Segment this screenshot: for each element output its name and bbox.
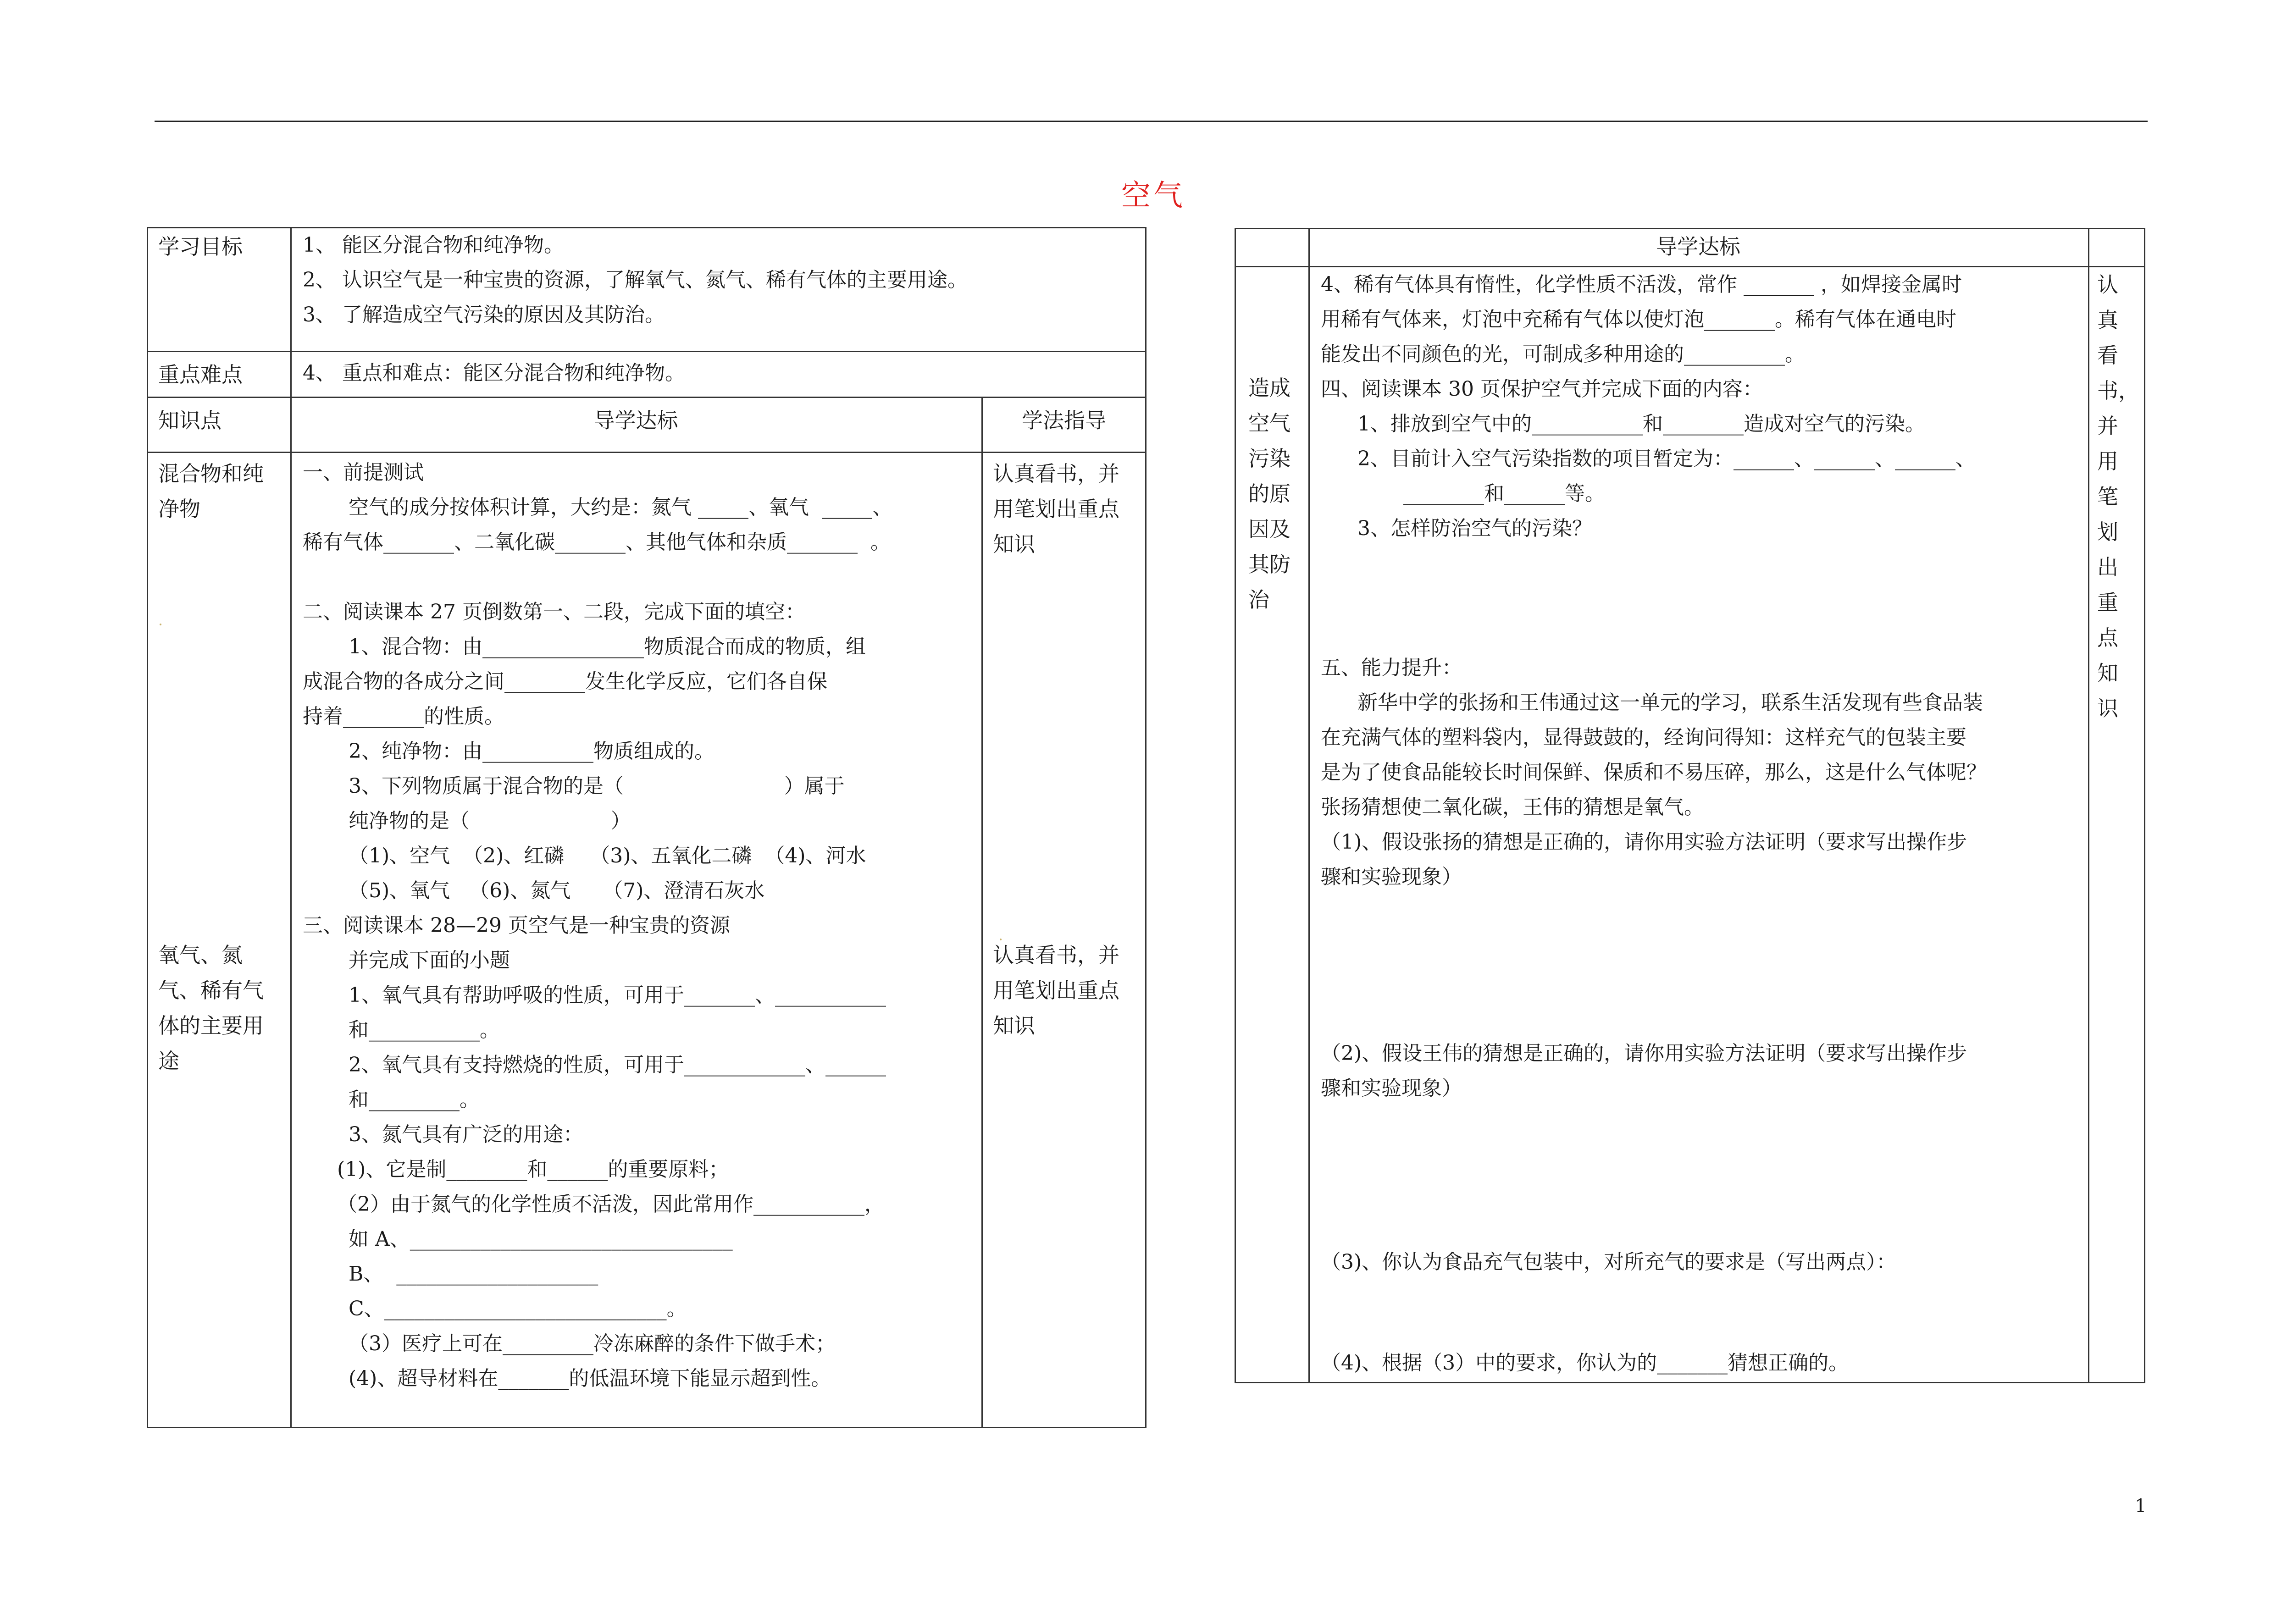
guide-line: （5)、氧气 （6)、氮气 （7)、澄清石灰水 bbox=[349, 879, 765, 902]
guide-line: 五、能力提升： bbox=[1321, 656, 1462, 679]
guide-line: 并完成下面的小题 bbox=[349, 949, 510, 972]
guide-line: 和_________。 bbox=[349, 1088, 480, 1111]
guide-line: 2、纯净物：由___________物质组成的。 bbox=[349, 740, 714, 763]
guide-line: 持着________的性质。 bbox=[303, 705, 504, 728]
page-number: 1 bbox=[2135, 1496, 2147, 1517]
guide-line: （1)、空气 （2)、红磷 （3)、五氧化二磷 （4)、河水 bbox=[349, 844, 866, 867]
guide-line: 3、氮气具有广泛的用途： bbox=[349, 1123, 583, 1146]
right-header: 导学达标 bbox=[1656, 234, 1740, 259]
guide-line: （1)、假设张扬的猜想是正确的，请你用实验方法证明（要求写出操作步 bbox=[1321, 830, 1967, 854]
guide-line: 如 A、________________________________ bbox=[349, 1227, 733, 1251]
guide-line: 用稀有气体来，灯泡中充稀有气体以使灯泡_______。稀有气体在通电时 bbox=[1321, 308, 1956, 331]
topic-gas-uses: 氧气、氮气、稀有气体的主要用途 bbox=[158, 943, 264, 1073]
col-header-guidance: 导学达标 bbox=[593, 408, 678, 433]
goals-label: 学习目标 bbox=[158, 234, 243, 259]
row-divider bbox=[147, 351, 1146, 352]
col-header-method: 学法指导 bbox=[1022, 408, 1106, 433]
speck bbox=[1000, 939, 1002, 940]
guide-line: 在充满气体的塑料袋内，显得鼓鼓的，经询问得知：这样充气的包装主要 bbox=[1321, 726, 1966, 749]
key-label: 重点难点 bbox=[158, 362, 243, 387]
guide-line: 空气的成分按体积计算，大约是：氮气 _____、氧气 _____、 bbox=[349, 496, 892, 519]
guide-line: 四、阅读课本 30 页保护空气并完成下面的内容： bbox=[1321, 377, 1763, 401]
goal-line: 3、 了解造成空气污染的原因及其防治。 bbox=[303, 303, 665, 326]
guide-line: 三、阅读课本 28—29 页空气是一种宝贵的资源 bbox=[303, 914, 730, 937]
guide-line: 1、氧气具有帮助呼吸的性质，可用于_______、___________ bbox=[349, 983, 886, 1007]
guide-line: 稀有气体_______、二氧化碳_______、其他气体和杂质_______ 。 bbox=[303, 530, 891, 554]
method-note: 认真看书，并用笔划出重点知识 bbox=[2097, 272, 2139, 721]
page-title: 空气 bbox=[1121, 179, 1185, 213]
guide-line: 骤和实验现象） bbox=[1321, 865, 1462, 889]
guide-line: （2)、假设王伟的猜想是正确的，请你用实验方法证明（要求写出操作步 bbox=[1321, 1042, 1967, 1065]
guide-line: （3）医疗上可在_________冷冻麻醉的条件下做手术； bbox=[349, 1332, 836, 1355]
guide-line: (4)、超导材料在_______的低温环境下能显示超到性。 bbox=[349, 1367, 831, 1390]
guide-line: 和___________。 bbox=[349, 1018, 500, 1042]
col-divider bbox=[1308, 228, 1310, 1383]
guide-line: 二、阅读课本 27 页倒数第一、二段，完成下面的填空： bbox=[303, 600, 805, 624]
guide-line: 张扬猜想使二氧化碳，王伟的猜想是氧气。 bbox=[1321, 795, 1704, 819]
row-divider bbox=[147, 452, 1146, 453]
guide-line: 1、排放到空气中的___________和________造成对空气的污染。 bbox=[1357, 412, 1925, 436]
goal-line: 1、 能区分混合物和纯净物。 bbox=[303, 233, 564, 257]
guide-line: 成混合物的各成分之间________发生化学反应，它们各自保 bbox=[303, 670, 827, 693]
guide-line: 1、混合物：由________________物质混合而成的物质，组 bbox=[349, 635, 866, 658]
col-divider bbox=[2088, 228, 2089, 1383]
col-header-topic: 知识点 bbox=[158, 408, 222, 433]
guide-line: 2、氧气具有支持燃烧的性质，可用于____________、______ bbox=[349, 1053, 886, 1077]
method-note: 认真看书，并用笔划出重点知识 bbox=[993, 461, 1119, 557]
topic-pollution: 造成空气污染的原因及其防治 bbox=[1248, 376, 1291, 612]
method-note: 认真看书，并用笔划出重点知识 bbox=[993, 943, 1119, 1038]
guide-line: （2）由于氮气的化学性质不活泼，因此常用作___________， bbox=[337, 1193, 885, 1216]
guide-line: 纯净物的是（ ） bbox=[349, 809, 631, 833]
header-rule bbox=[155, 121, 2148, 122]
guide-line: ________和______等。 bbox=[1403, 482, 1605, 505]
guide-line: 是为了使食品能较长时间保鲜、保质和不易压碎，那么，这是什么气体呢？ bbox=[1321, 761, 1987, 784]
key-text: 4、 重点和难点：能区分混合物和纯净物。 bbox=[303, 361, 685, 385]
topic-mixture: 混合物和纯净物 bbox=[158, 461, 264, 521]
guide-line: 新华中学的张扬和王伟通过这一单元的学习，联系生活发现有些食品装 bbox=[1357, 691, 1983, 714]
guide-line: 能发出不同颜色的光，可制成多种用途的__________。 bbox=[1321, 342, 1805, 366]
guide-line: 2、目前计入空气污染指数的项目暂定为：______、______、______、 bbox=[1357, 447, 1976, 470]
goal-line: 2、 认识空气是一种宝贵的资源，了解氧气、氮气、稀有气体的主要用途。 bbox=[303, 268, 968, 292]
guide-line: 4、稀有气体具有惰性，化学性质不活泼，常作 _______ ，如焊接金属时 bbox=[1321, 273, 1962, 296]
guide-line: C、____________________________。 bbox=[349, 1297, 687, 1320]
guide-line: 3、怎样防治空气的污染？ bbox=[1357, 517, 1592, 540]
guide-line: B、 ____________________ bbox=[349, 1262, 598, 1286]
guide-line: (1)、它是制________和______的重要原料； bbox=[337, 1158, 729, 1181]
guide-line: （4)、根据（3）中的要求，你认为的_______猜想正确的。 bbox=[1321, 1351, 1849, 1375]
speck bbox=[160, 624, 161, 625]
guide-line: 3、下列物质属于混合物的是（ ）属于 bbox=[349, 774, 845, 798]
guide-line: 骤和实验现象） bbox=[1321, 1077, 1462, 1100]
guide-line: 一、前提测试 bbox=[303, 461, 424, 484]
row-divider bbox=[147, 397, 1146, 398]
col-divider bbox=[981, 397, 983, 1428]
guide-line: （3)、你认为食品充气包装中，对所充气的要求是（写出两点）： bbox=[1321, 1250, 1897, 1274]
